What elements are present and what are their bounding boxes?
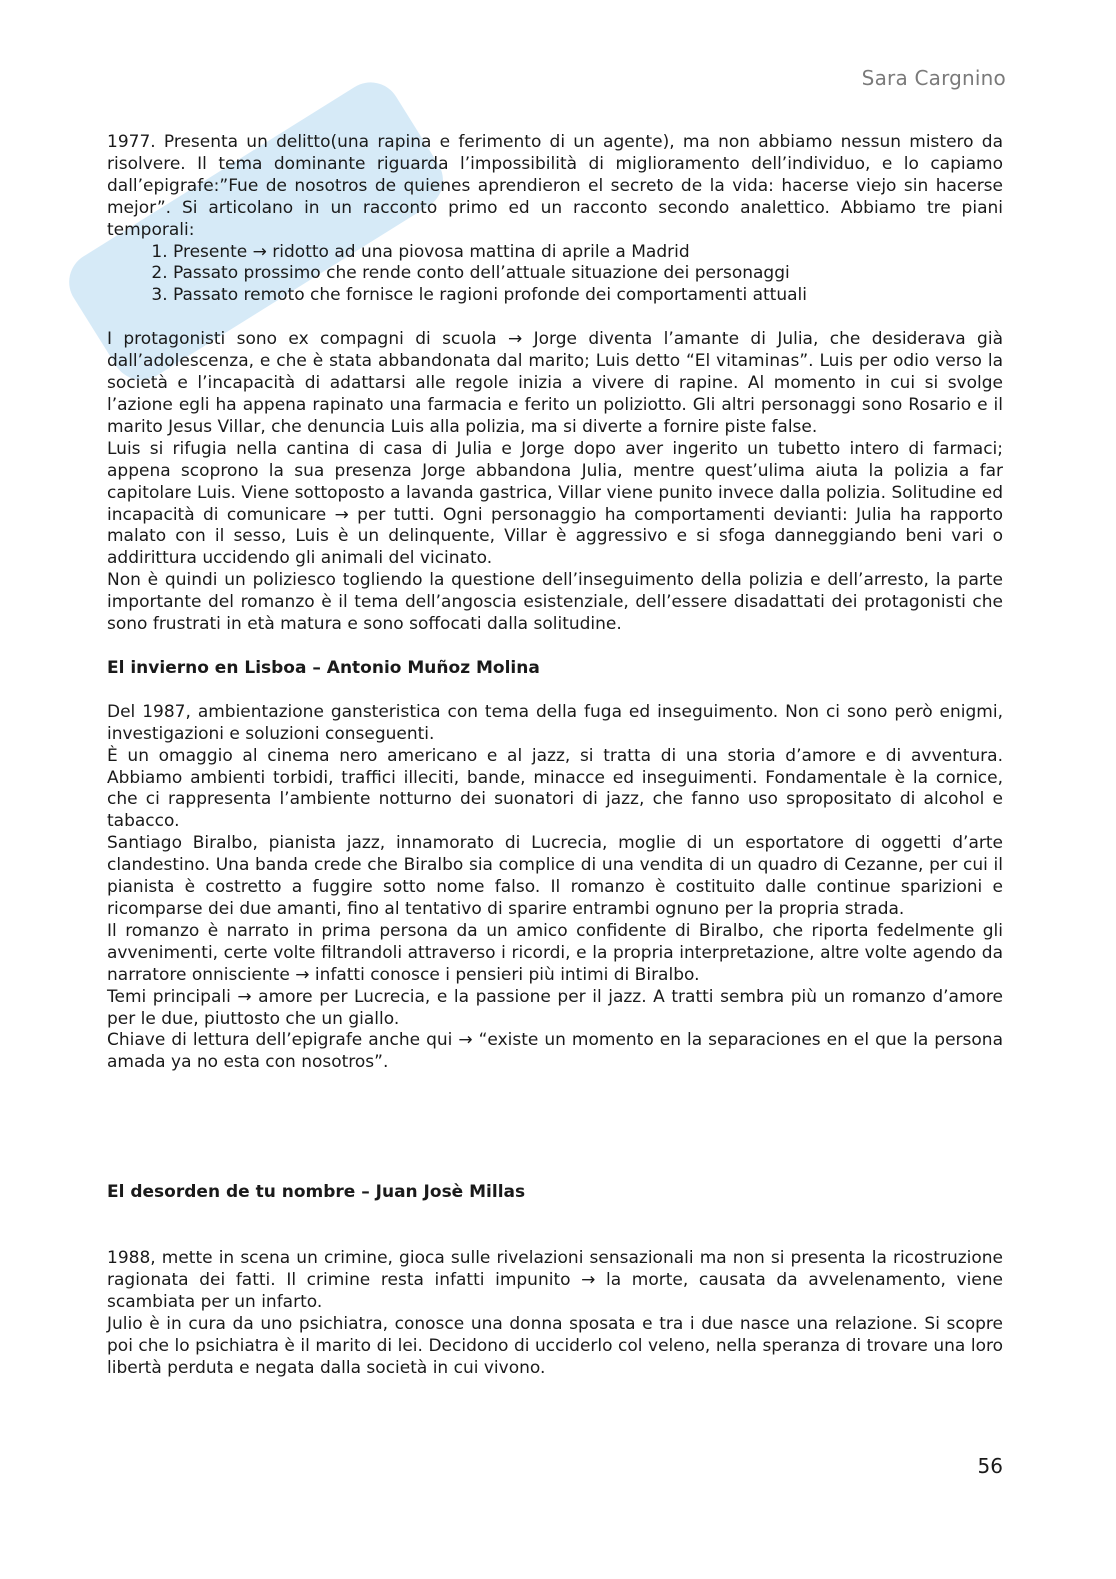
paragraph: 1977. Presenta un delitto(una rapina e ferimento di un agente), ma non abbiamo nessun mistero da risolvere. Il tema dominante riguarda l’impossibilità di miglioramento dell’individuo, e lo capiamo dall’epigrafe:”Fue de nosotros de quienes aprendieron el secreto de la vida: hacerse viejo sin hacerse mejor”. Si articolano in un racconto primo ed un racconto secondo analettico. Abbiamo tre piani temporali:	[107, 132, 1003, 240]
paragraph: Del 1987, ambientazione gansteristica con tema della fuga ed inseguimento. Non ci sono però enigmi, investigazioni e soluzioni conseguenti.	[107, 701, 1003, 744]
section-heading: El desorden de tu nombre – Juan Josè Millas	[107, 1182, 526, 1203]
list-item: 2. Passato prossimo che rende conto dell’attuale situazione dei personaggi	[173, 263, 1003, 285]
paragraph: Il romanzo è narrato in prima persona da un amico confidente di Biralbo, che riporta fedelmente gli avvenimenti, certe volte filtrandoli attraverso i ricordi, e la propria interpretazione, altre volte agendo da narratore onnisciente → infatti conosce i pensieri più intimi di Biralbo.	[107, 920, 1003, 985]
paragraph: Chiave di lettura dell’epigrafe anche qui → “existe un momento en la separaciones en el que la persona amada ya no esta con nosotros”.	[107, 1030, 1003, 1073]
list-item: 1. Presente → ridotto ad una piovosa mattina di aprile a Madrid	[173, 242, 1003, 264]
section-heading: El invierno en Lisboa – Antonio Muñoz Molina	[107, 657, 540, 678]
paragraph: Temi principali → amore per Lucrecia, e la passione per il jazz. A tratti sembra più un romanzo d’amore per le due, piuttosto che un giallo.	[107, 986, 1003, 1029]
document-body	[107, 132, 1003, 1380]
page-number: 56	[977, 1454, 1003, 1478]
paragraph: 1988, mette in scena un crimine, gioca sulle rivelazioni sensazionali ma non si presenta la ricostruzione ragionata dei fatti. Il crimine resta infatti impunito → la morte, causata da avvelenamento, viene scambiata per un infarto.	[107, 1248, 1003, 1312]
list-item: 3. Passato remoto che fornisce le ragioni profonde dei comportamenti attuali	[173, 285, 1003, 307]
paragraph: I protagonisti sono ex compagni di scuola → Jorge diventa l’amante di Julia, che desiderava già dall’adolescenza, e che è stata abbandonata dal marito; Luis detto “El vitaminas”. Luis per odio verso la società e l’incapacità di adattarsi alle regole inizia a vivere di rapine. Al momento in cui si svolge l’azione egli ha appena rapinato una farmacia e ferito un poliziotto. Gli altri personaggi sono Rosario e il marito Jesus Villar, che denuncia Luis alla polizia, ma si diverte a fornire piste false.	[107, 329, 1003, 437]
paragraph: Julio è in cura da uno psichiatra, conosce una donna sposata e tra i due nasce una relazione. Si scopre poi che lo psichiatra è il marito di lei. Decidono di ucciderlo col veleno, nella speranza di trovare una loro libertà perduta e negata dalla società in cui vivono.	[107, 1313, 1003, 1378]
paragraph: È un omaggio al cinema nero americano e al jazz, si tratta di una storia d’amore e di avventura. Abbiamo ambienti torbidi, traffici illeciti, bande, minacce ed inseguimenti. Fondamentale è la cornice, che ci rappresenta l’ambiente notturno dei suonatori di jazz, che fanno uso spropositato di alcohol e tabacco.	[107, 745, 1003, 832]
paragraph: Santiago Biralbo, pianista jazz, innamorato di Lucrecia, moglie di un esportatore di oggetti d’arte clandestino. Una banda crede che Biralbo sia complice di una vendita di un quadro di Cezanne, per cui il pianista è costretto a fuggire sotto nome falso. Il romanzo è costituito dalle continue sparizioni e ricomparse dei due amanti, fino al tentativo di sparire entrambi ognuno per la propria strada.	[107, 833, 1003, 919]
paragraph: Luis si rifugia nella cantina di casa di Julia e Jorge dopo aver ingerito un tubetto intero di farmaci; appena scoprono la sua presenza Jorge abbandona Julia, mentre quest’ulima aiuta la polizia a far capitolare Luis. Viene sottoposto a lavanda gastrica, Villar viene punito invece dalla polizia. Solitudine ed incapacità di comunicare → per tutti. Ogni personaggio ha comportamenti devianti: Julia ha rapporto malato con il sesso, Luis è un delinquente, Villar è aggressivo e si sfoga danneggiando beni vari o addirittura uccidendo gli animali del vicinato.	[107, 438, 1003, 569]
timeline-list	[107, 242, 1003, 308]
paragraph: Non è quindi un poliziesco togliendo la questione dell’inseguimento della polizia e dell’arresto, la parte importante del romanzo è il tema dell’angoscia esistenziale, dell’essere disadattati dei protagonisti che sono frustrati in età matura e sono soffocati dalla solitudine.	[107, 570, 1003, 635]
header-author: Sara Cargnino	[861, 66, 1006, 90]
